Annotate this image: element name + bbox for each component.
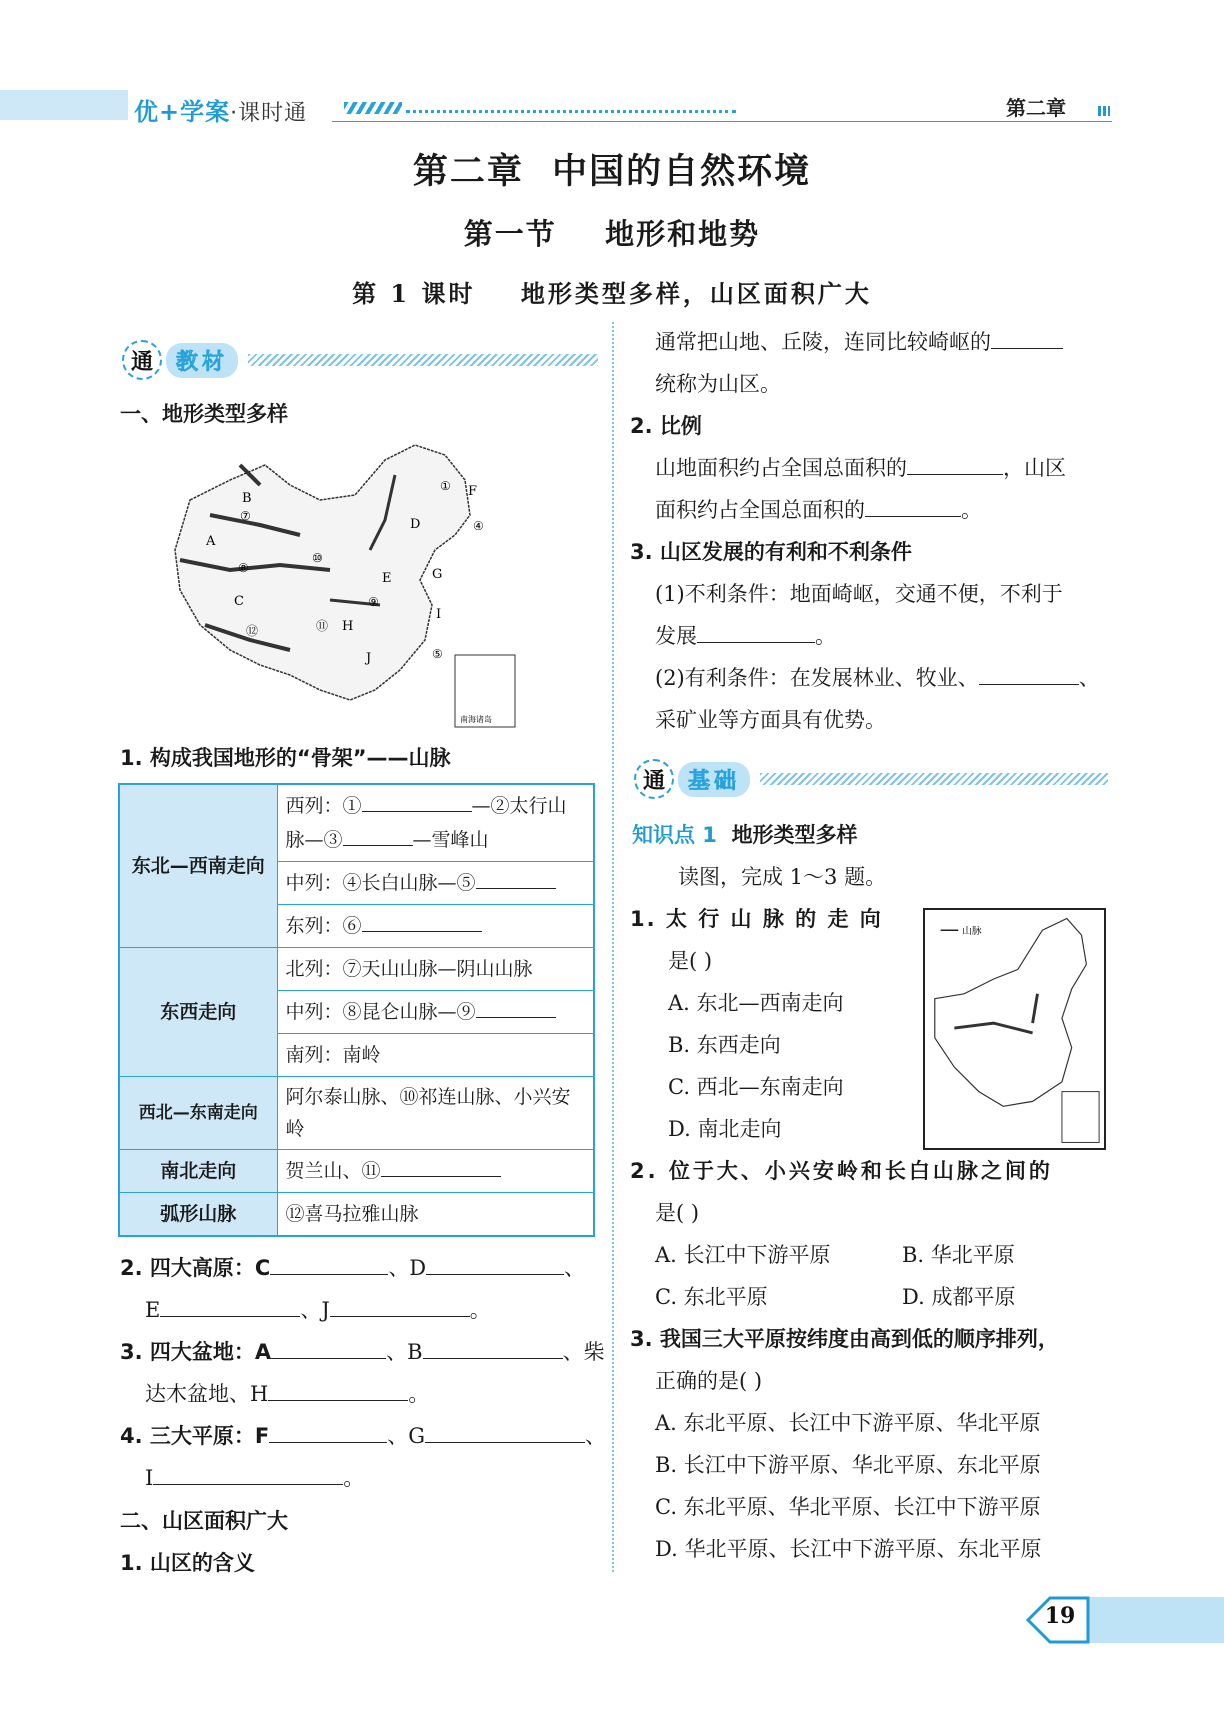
badge-pill: 教材 [166,343,238,378]
basics-badge [634,759,750,799]
cell-ns: 贺兰山、⑪ [277,1150,594,1193]
answer-blank[interactable] [362,910,482,932]
small-map-inset [1062,1092,1099,1143]
small-china-outline [935,918,1087,1106]
cat-arc: 弧形山脉 [119,1193,277,1237]
map-label-j: J [366,651,372,666]
china-outline [175,445,470,700]
plateaus-line-2: E 、J 。 [145,1289,491,1331]
map-label-12: ⑫ [246,624,259,638]
conditions-heading: 3. 山区发展的有利和不利条件 [630,540,912,564]
answer-blank[interactable] [865,495,961,517]
header-band [0,90,128,120]
option-d[interactable]: D. 成都平原 [902,1285,1016,1309]
answer-blank[interactable] [343,824,413,846]
running-chapter: 第二章 [1006,96,1066,120]
header-rule [332,121,1112,122]
badge-circle: 通 [634,759,674,799]
map-label-9: ⑨ [368,595,379,609]
option-b[interactable]: B. 华北平原 [902,1243,1015,1267]
answer-blank[interactable] [425,1421,585,1443]
unfavorable-line-2: 发展 。 [655,615,836,657]
answer-blank[interactable] [979,663,1079,685]
answer-blank[interactable] [271,1337,386,1359]
question-1-line-1: 1. 太 行 山 脉 的 走 向 [630,907,883,931]
map-label-e: E [382,571,392,586]
ratio-line-2: 面积约占全国总面积的 。 [655,489,982,531]
option-c[interactable]: C. 西北—东南走向 [668,1075,844,1099]
table-row [119,1150,594,1193]
answer-blank[interactable] [362,790,472,812]
plateaus-line-1: 2. 四大高原：C 、D 、 [120,1247,585,1289]
answer-blank[interactable] [476,867,556,889]
answer-blank[interactable] [270,1253,388,1275]
map-label-d: D [410,517,421,532]
map-label-8: ⑧ [238,561,249,575]
lesson-title: 第 1 课时 地形类型多样，山区面积广大 [352,279,872,308]
cell-ne-sw-mid: 中列：④长白山脉—⑤ [277,862,594,905]
map-label-g: G [432,567,443,582]
question-1-line-2: 是( ) [668,949,713,973]
cell-ne-sw-east: 东列：⑥ [277,905,594,948]
map-label-b: B [242,491,252,506]
basins-line-1: 3. 四大盆地：A 、B 、柴 [120,1331,605,1373]
china-terrain-map [170,440,540,732]
option-a[interactable]: A. 长江中下游平原 [655,1243,831,1267]
answer-blank[interactable] [153,1463,343,1485]
table-row [119,1193,594,1237]
section-hatch [248,354,598,366]
map-label-7: ⑦ [240,509,251,523]
favorable-line-1: (2)有利条件：在发展林业、牧业、 、 [655,657,1100,699]
header-grid-icon [1098,106,1110,116]
small-map-mountains [954,1023,1032,1033]
option-c[interactable]: C. 东北平原、华北平原、长江中下游平原 [655,1495,1041,1519]
mountain-table [118,783,595,1237]
table-row [119,948,594,991]
section-hatch [760,773,1108,785]
question-2-line-1: 2. 位于大、小兴安岭和长白山脉之间的 [630,1159,1053,1183]
answer-blank[interactable] [269,1421,387,1443]
cat-ns: 南北走向 [119,1150,277,1193]
map-label-c: C [234,594,244,609]
answer-blank[interactable] [991,327,1063,349]
table-row [119,784,594,862]
answer-blank[interactable] [697,621,815,643]
favorable-line-2: 采矿业等方面具有优势。 [655,708,886,732]
map-label-4: ④ [473,519,484,533]
cell-ew-mid: 中列：⑧昆仑山脉—⑨ [277,991,594,1034]
answer-blank[interactable] [330,1295,470,1317]
column-divider [612,322,614,1572]
option-d[interactable]: D. 南北走向 [668,1117,782,1141]
cell-arc: ⑫喜马拉雅山脉 [277,1193,594,1237]
badge-pill: 基础 [678,762,750,797]
cell-ne-sw-west: 西列：① —②太行山 脉—③ —雪峰山 [277,784,594,862]
mountain-area-meaning: 1. 山区的含义 [120,1551,255,1575]
textbook-badge [122,340,238,380]
ratio-heading: 2. 比例 [630,414,702,438]
map-label-1: ① [440,479,451,493]
table-row [119,1077,594,1150]
brand-logo: 优+学案·课时通 [134,98,308,126]
knowledge-point: 知识点 1 地形类型多样 [632,823,858,847]
map-label-f: F [468,484,478,499]
option-b[interactable]: B. 东西走向 [668,1033,781,1057]
option-c[interactable]: C. 东北平原 [655,1285,768,1309]
plains-line-1: 4. 三大平原：F 、G 、 [120,1415,606,1457]
option-b[interactable]: B. 长江中下游平原、华北平原、东北平原 [655,1453,1041,1477]
question-3-line-2: 正确的是( ) [655,1369,763,1393]
cat-nw-se: 西北—东南走向 [119,1077,277,1150]
section-title: 第一节 地形和地势 [463,217,761,251]
answer-blank[interactable] [268,1379,408,1401]
map-inset-note: 南海诸岛 [460,715,492,724]
map-label-5: ⑤ [432,647,443,661]
answer-blank[interactable] [907,453,1003,475]
map-label-11: ⑪ [316,619,329,633]
answer-blank[interactable] [423,1337,563,1359]
map-label-10: ⑩ [312,551,323,565]
answer-blank[interactable] [476,996,556,1018]
option-d[interactable]: D. 华北平原、长江中下游平原、东北平原 [655,1537,1042,1561]
map-label-a: A [206,534,216,549]
answer-blank[interactable] [381,1155,501,1177]
question-2-line-2: 是( ) [655,1201,700,1225]
chapter-title: 第二章 中国的自然环境 [412,152,812,192]
mountain-def-line-1: 通常把山地、丘陵，连同比较崎岖的 [655,321,1063,363]
instruction: 读图，完成 1～3 题。 [678,865,887,889]
option-a[interactable]: A. 东北平原、长江中下游平原、华北平原 [655,1411,1041,1435]
header-dots [406,110,736,113]
cell-nw-se: 阿尔泰山脉、⑩祁连山脉、小兴安岭 [277,1077,594,1150]
small-map-legend: 山脉 [962,926,982,938]
heading-terrain-types: 一、地形类型多样 [120,402,288,426]
option-a[interactable]: A. 东北—西南走向 [668,991,844,1015]
small-china-map [923,908,1106,1150]
ratio-line-1: 山地面积约占全国总面积的 ，山区 [655,447,1066,489]
answer-blank[interactable] [160,1295,300,1317]
cat-ne-sw: 东北—西南走向 [119,784,277,948]
plains-line-2: I 。 [145,1457,364,1499]
cat-ew: 东西走向 [119,948,277,1077]
map-label-h: H [342,619,354,634]
badge-circle: 通 [122,340,162,380]
page-number: 19 [1044,1603,1076,1629]
answer-blank[interactable] [426,1253,564,1275]
mountain-def-line-2: 统称为山区。 [655,372,781,396]
header-stripes [344,102,402,114]
map-label-i: I [436,607,442,622]
cell-ew-south: 南列：南岭 [277,1034,594,1077]
unfavorable-line-1: (1)不利条件：地面崎岖，交通不便，不利于 [655,582,1063,606]
skeleton-heading: 1. 构成我国地形的“骨架”——山脉 [120,746,451,770]
basins-line-2: 达木盆地、H 。 [145,1373,429,1415]
question-3-line-1: 3. 我国三大平原按纬度由高到低的顺序排列， [630,1327,1059,1351]
small-map-taihang [1033,994,1038,1023]
heading-mountain-area: 二、山区面积广大 [120,1509,288,1533]
cell-ew-north: 北列：⑦天山山脉—阴山山脉 [277,948,594,991]
